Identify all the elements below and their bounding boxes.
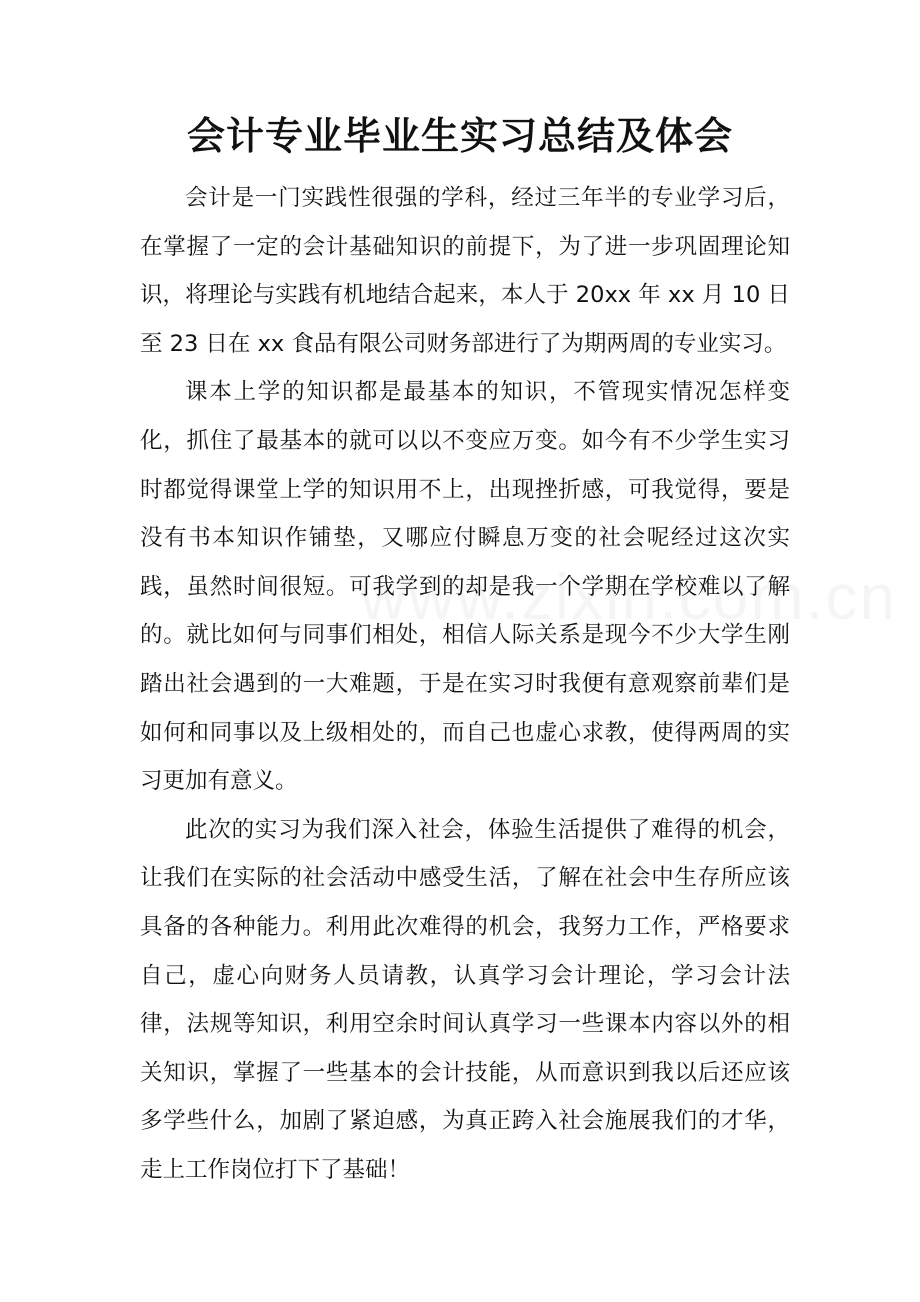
- paragraph-3: 此次的实习为我们深入社会，体验生活提供了难得的机会，让我们在实际的社会活动中感受生活，了解在社会中生存所应该具备的各种能力。利用此次难得的机会，我努力工作，严格要求自己，虚心向财务人员请教，认真学习会计理论，学习会计法律，法规等知识，利用空余时间认真学习一些课本内容以外的相关知识，掌握了一些基本的会计技能，从而意识到我以后还应该多学些什么，加剧了紧迫感，为真正跨入社会施展我们的才华，走上工作岗位打下了基础！: [140, 816, 790, 1183]
- paragraph-2: 课本上学的知识都是最基本的知识，不管现实情况怎样变化，抓住了最基本的就可以以不变应万变。如今有不少学生实习时都觉得课堂上学的知识用不上，出现挫折感，可我觉得，要是没有书本知识作铺垫，又哪应付瞬息万变的社会呢经过这次实践，虽然时间很短。可我学到的却是我一个学期在学校难以了解的。就比如何与同事们相处，相信人际关系是现今不少大学生刚踏出社会遇到的一大难题，于是在实习时我便有意观察前辈们是如何和同事以及上级相处的，而自己也虚心求教，使得两周的实习更加有意义。: [140, 379, 790, 795]
- document-title: 会计专业毕业生实习总结及体会: [186, 114, 733, 158]
- paragraph-1: 会计是一门实践性很强的学科，经过三年半的专业学习后，在掌握了一定的会计基础知识的前提下，为了进一步巩固理论知识，将理论与实践有机地结合起来，本人于 20xx 年 xx 月 10 日至 23 日在 xx 食品有限公司财务部进行了为期两周的专业实习。: [140, 185, 790, 357]
- document-body: [140, 174, 790, 1194]
